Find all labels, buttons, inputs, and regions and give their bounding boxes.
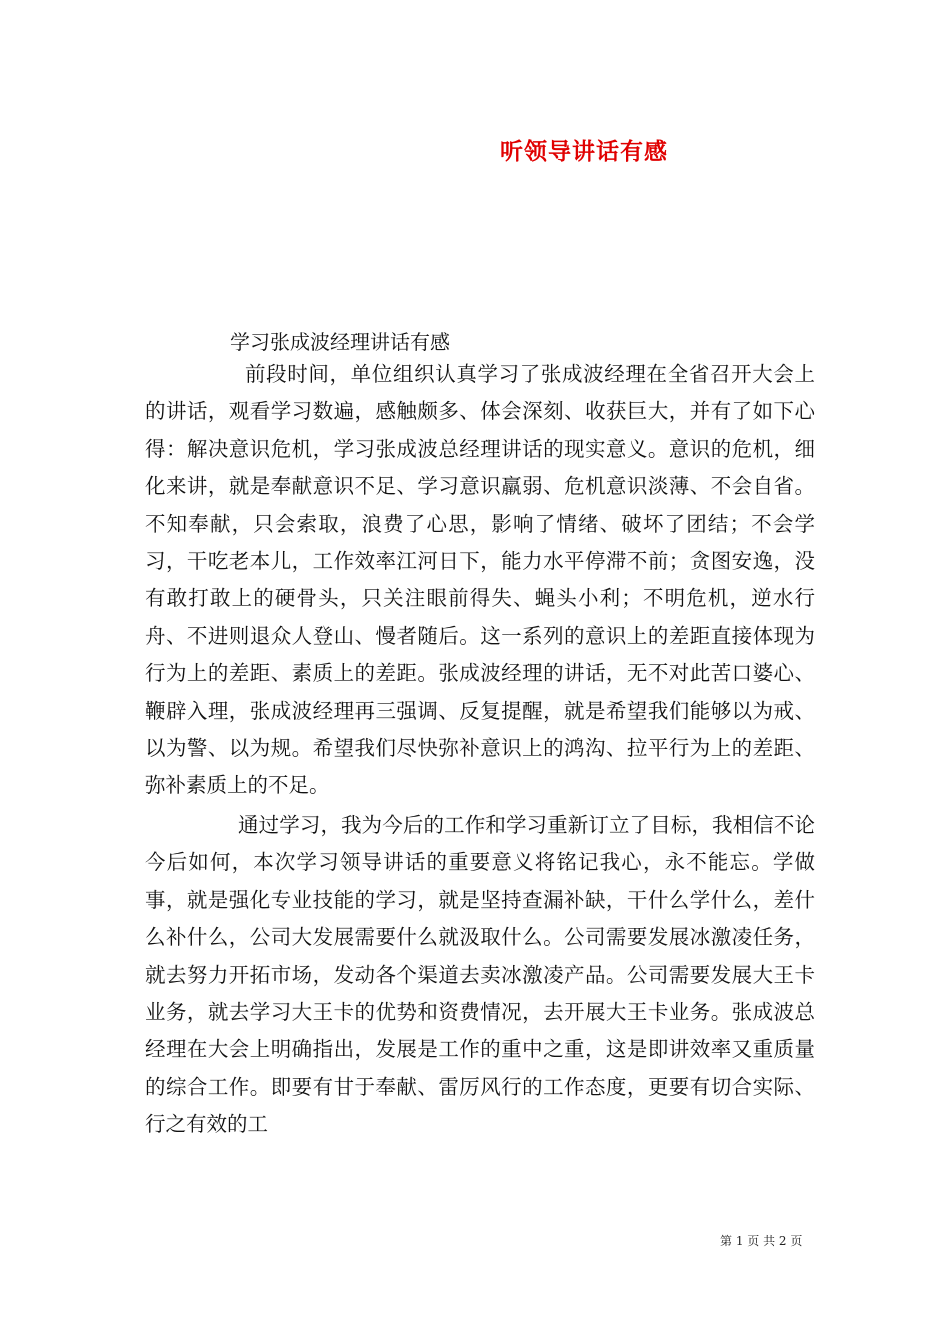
document-title: 听领导讲话有感	[500, 138, 668, 165]
body-paragraph: 通过学习，我为今后的工作和学习重新订立了目标，我相信不论今后如何，本次学习领导讲话的重要意义将铭记我心，永不能忘。学做事，就是强化专业技能的学习，就是坚持查漏补缺，干什么学什么，差什么补什么，公司大发展需要什么就汲取什么。公司需要发展冰激凌任务，就去努力开拓市场，发动各个渠道去卖冰激凌产品。公司需要发展大王卡业务，就去学习大王卡的优势和资费情况，去开展大王卡业务。张成波总经理在大会上明确指出，发展是工作的重中之重，这是即讲效率又重质量的综合工作。即要有甘于奉献、雷厉风行的工作态度，更要有切合实际、行之有效的工	[145, 812, 815, 1137]
body-paragraph: 前段时间，单位组织认真学习了张成波经理在全省召开大会上的讲话，观看学习数遍，感触颇多、体会深刻、收获巨大，并有了如下心得：解决意识危机，学习张成波总经理讲话的现实意义。意识的危机，细化来讲，就是奉献意识不足、学习意识羸弱、危机意识淡薄、不会自省。不知奉献，只会索取，浪费了心思，影响了情绪、破坏了团结；不会学习，干吃老本儿，工作效率江河日下，能力水平停滞不前；贪图安逸，没有敢打敢上的硬骨头，只关注眼前得失、蝇头小利；不明危机，逆水行舟、不进则退众人登山、慢者随后。这一系列的意识上的差距直接体现为行为上的差距、素质上的差距。张成波经理的讲话，无不对此苦口婆心、鞭辟入理，张成波经理再三强调、反复提醒，就是希望我们能够以为戒、以为警、以为规。希望我们尽快弥补意识上的鸿沟、拉平行为上的差距、弥补素质上的不足。	[145, 362, 815, 798]
page-number-footer: 第 1 页 共 2 页	[720, 1234, 803, 1248]
document-subtitle: 学习张成波经理讲话有感	[230, 330, 450, 354]
document-body	[145, 356, 815, 1144]
